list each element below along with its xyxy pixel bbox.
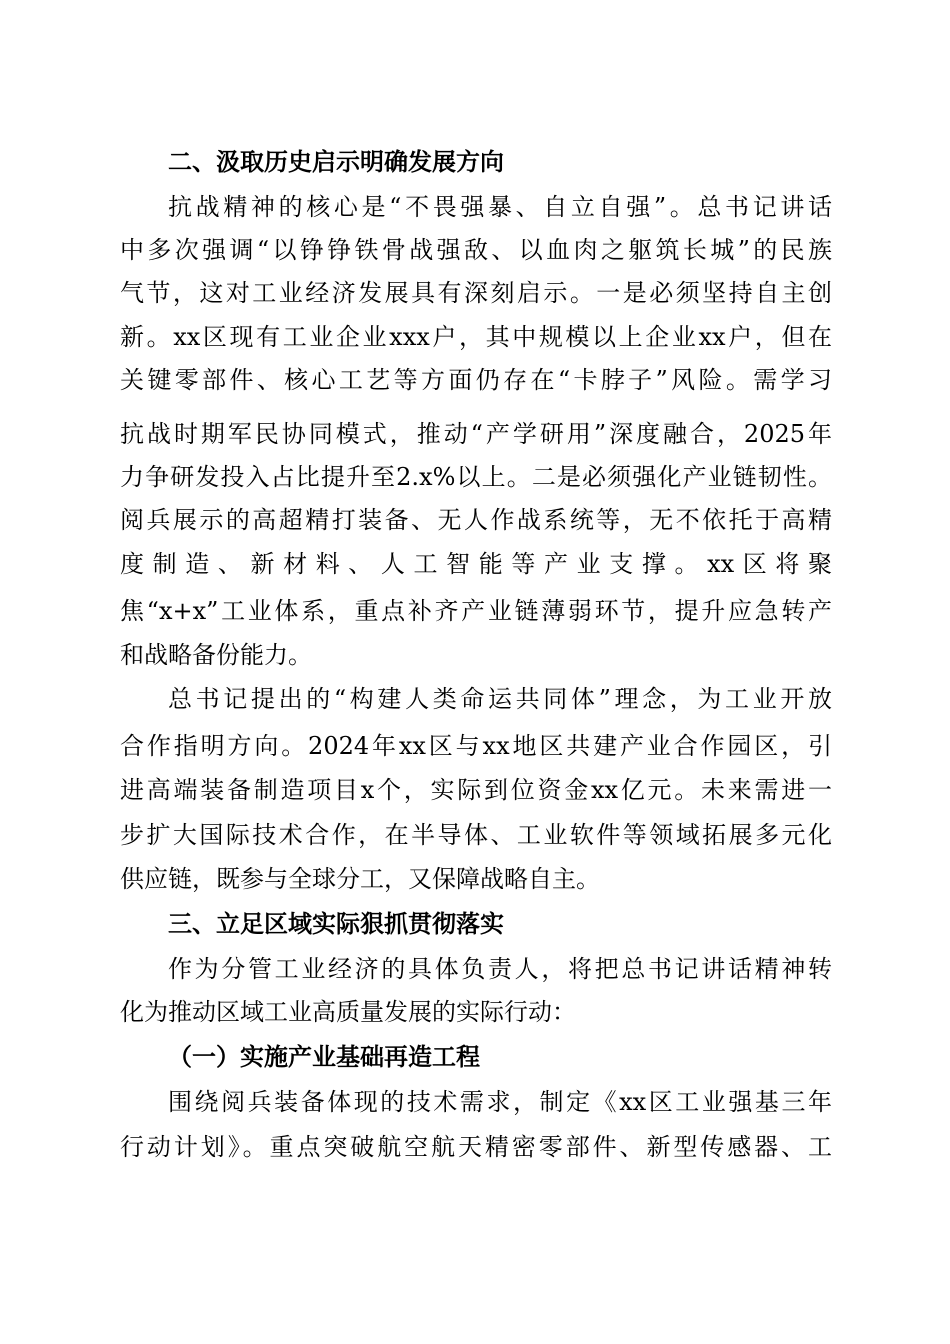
paragraph-line: 抗战时期军民协同模式，推动“产学研用”深度融合，2025年	[120, 420, 832, 448]
paragraph-line: 行动计划》。重点突破航空航天精密零部件、新型传感器、工	[120, 1133, 832, 1161]
paragraph-line: 度制造、新材料、人工智能等产业支撑。xx区将聚	[120, 550, 832, 578]
paragraph-line: 作为分管工业经济的具体负责人，将把总书记讲话精神转	[168, 955, 832, 983]
paragraph-line: 化为推动区域工业高质量发展的实际行动：	[120, 998, 576, 1026]
subsection-heading-1: （一）实施产业基础再造工程	[168, 1042, 480, 1071]
paragraph-line: 供应链，既参与全球分工，又保障战略自主。	[120, 865, 600, 893]
paragraph-line: 气节，这对工业经济发展具有深刻启示。一是必须坚持自主创	[120, 279, 832, 307]
paragraph-line: 步扩大国际技术合作，在半导体、工业软件等领域拓展多元化	[120, 821, 832, 849]
paragraph-line: 新。xx区现有工业企业xxx户，其中规模以上企业xx户，但在	[120, 323, 832, 351]
section-heading-3: 三、立足区域实际狠抓贯彻落实	[168, 910, 504, 938]
paragraph-line: 和战略备份能力。	[120, 641, 312, 669]
paragraph-line: 进高端装备制造项目x个，实际到位资金xx亿元。未来需进一	[120, 776, 832, 804]
paragraph-line: 抗战精神的核心是“不畏强暴、自立自强”。总书记讲话	[168, 193, 832, 221]
paragraph-line: 围绕阅兵装备体现的技术需求，制定《xx区工业强基三年	[168, 1088, 832, 1116]
paragraph-line: 总书记提出的“构建人类命运共同体”理念，为工业开放	[168, 685, 832, 713]
paragraph-line: 中多次强调“以铮铮铁骨战强敌、以血肉之躯筑长城”的民族	[120, 236, 832, 264]
paragraph-line: 合作指明方向。2024年xx区与xx地区共建产业合作园区，引	[120, 732, 832, 760]
paragraph-line: 焦“x+x”工业体系，重点补齐产业链薄弱环节，提升应急转产	[120, 597, 832, 625]
paragraph-line: 关键零部件、核心工艺等方面仍存在“卡脖子”风险。需学习	[120, 366, 832, 394]
paragraph-line: 力争研发投入占比提升至2.x%以上。二是必须强化产业链韧性。	[120, 463, 832, 491]
paragraph-line: 阅兵展示的高超精打装备、无人作战系统等，无不依托于高精	[120, 506, 832, 534]
section-heading-2: 二、汲取历史启示明确发展方向	[168, 148, 504, 176]
